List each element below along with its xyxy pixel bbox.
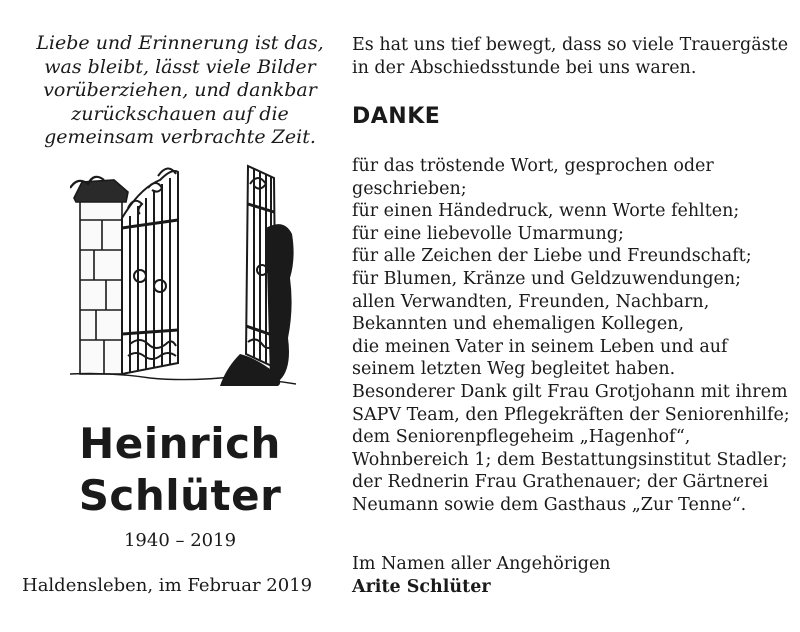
right-column [352, 0, 792, 632]
body-line: für alle Zeichen der Liebe und Freundschaft; [352, 246, 752, 267]
body-line: Besonderer Dank gilt Frau Grotjohann mit ihrem [352, 381, 788, 402]
shrubbery [220, 224, 294, 386]
body-line: für Blumen, Kränze und Geldzuwendungen; [352, 268, 742, 289]
place-and-date: Haldensleben, im Februar 2019 [22, 575, 313, 596]
body-line: der Rednerin Frau Grathenauer; der Gärtnerei [352, 472, 769, 493]
body-line: allen Verwandten, Freunden, Nachbarn, [352, 291, 710, 312]
intro-text [352, 34, 788, 79]
body-line: Wohnbereich 1; dem Bestattungsinstitut Stadler; [352, 449, 788, 470]
intro-line: in der Abschiedsstunde bei uns waren. [352, 57, 697, 78]
body-line: dem Seniorenpflegeheim „Hagenhof“, [352, 427, 691, 448]
body-line: für einen Händedruck, wenn Worte fehlten; [352, 201, 740, 222]
body-line: für eine liebevolle Umarmung; [352, 223, 624, 244]
body-line: SAPV Team, den Pflegekräften der Seniorenhilfe; [352, 404, 790, 425]
poem-line: Liebe und Erinnerung ist das, [36, 32, 324, 54]
closing-block [352, 553, 611, 598]
poem-line: was bleibt, lässt viele Bilder [44, 55, 316, 78]
signer-name: Arite Schlüter [352, 576, 491, 597]
thanks-heading: DANKE [352, 104, 441, 129]
deceased-last-name: Schlüter [78, 471, 282, 520]
body-line: Neumann sowie dem Gasthaus „Zur Tenne“. [352, 494, 747, 515]
left-column [0, 0, 340, 632]
closing-line: Im Namen aller Angehörigen [352, 554, 611, 574]
memorial-poem [8, 32, 352, 150]
thanks-body [352, 155, 790, 517]
body-line: die meinen Vater in seinem Leben und auf [352, 336, 728, 357]
left-gate-leaf [122, 168, 178, 374]
body-line: seinem letzten Weg begleitet haben. [352, 359, 676, 380]
open-gate-illustration [70, 158, 296, 388]
poem-line: zurückschauen auf die [71, 102, 289, 125]
body-line: für das tröstende Wort, gesprochen oder [352, 156, 714, 176]
stone-pillar [70, 177, 128, 374]
deceased-first-name: Heinrich [79, 419, 281, 468]
body-line: geschrieben; [352, 178, 467, 199]
body-line: Bekannten und ehemaligen Kollegen, [352, 314, 685, 335]
life-years: 1940 – 2019 [123, 530, 237, 551]
intro-line: Es hat uns tief bewegt, dass so viele Trauergäste [352, 35, 789, 55]
poem-line: gemeinsam verbrachte Zeit. [44, 126, 316, 148]
poem-line: vorüberziehen, und dankbar [43, 79, 317, 101]
